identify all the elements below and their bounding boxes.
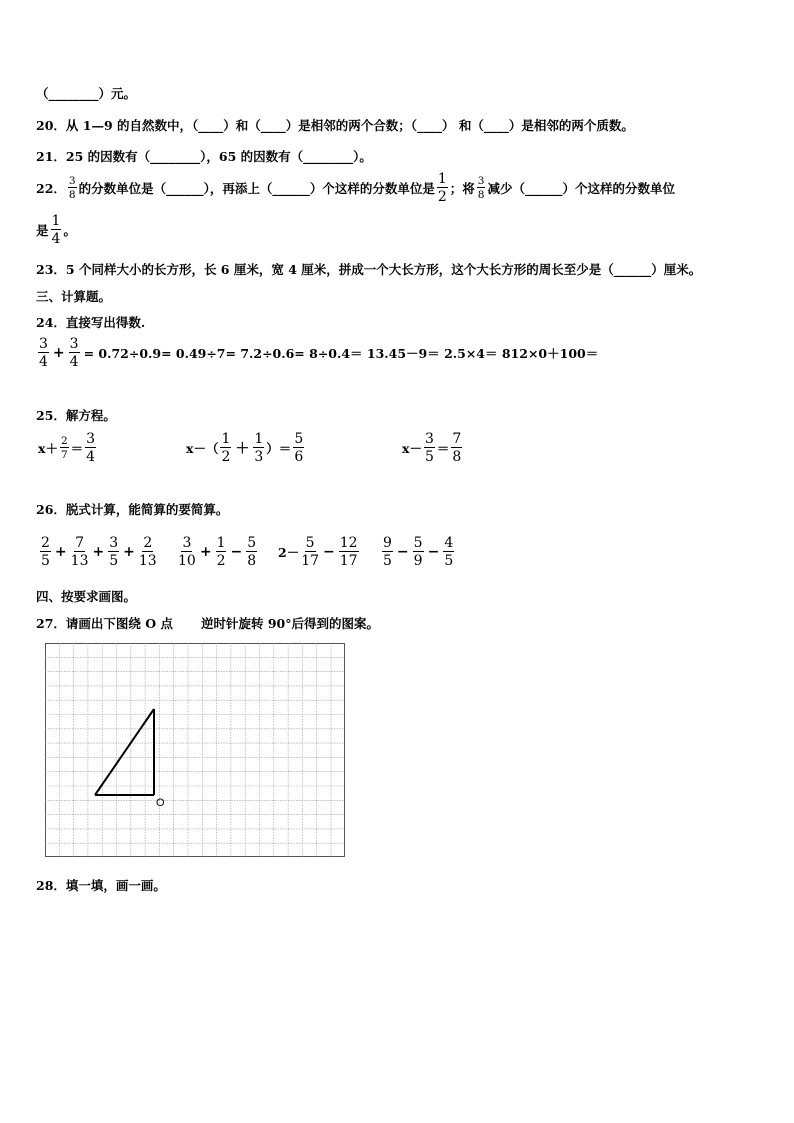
question-28: 28．填一填，画一画。 xyxy=(36,878,166,893)
grid-svg xyxy=(45,643,345,857)
q19-tail: （________）元。 xyxy=(36,86,137,101)
question-20: 20．从 1—9 的自然数中，（____）和（____）是相邻的两个合数；（____） 和（____）是相邻的两个质数。 xyxy=(36,118,634,133)
grid-border xyxy=(46,644,345,857)
point-o-label: O xyxy=(156,797,165,809)
section-3-heading: 三、计算题。 xyxy=(36,289,112,304)
question-21: 21．25 的因数有（________），65 的因数有（________）。 xyxy=(36,149,372,164)
fraction: $\frac{3}{4}$ xyxy=(69,336,79,370)
question-26-title: 26．脱式计算，能简算的要简算。 xyxy=(36,502,229,517)
equation-1: x＋ $\frac{2}{7}$ ＝ $\frac{3}{4}$ xyxy=(38,431,96,465)
fraction: $\frac{3}{8}$ xyxy=(68,174,76,201)
question-24-items: $\frac{3}{4}$ + $\frac{3}{4}$ = 0.72÷0.9= 0.49÷7= 7.2÷0.6= 8÷0.4＝ 13.45－9＝ 2.5×4＝ 812×0＋100＝ xyxy=(39,336,599,370)
fraction: $\frac{3}{4}$ xyxy=(39,336,48,370)
fraction: $\frac{1}{3}$ xyxy=(254,431,264,465)
fraction: $\frac{2}{7}$ xyxy=(60,434,68,461)
expression-1: $\frac{2}{5}$ + $\frac{7}{13}$ + $\frac{3}{5}$ + $\frac{2}{13}$ xyxy=(41,535,157,569)
fraction: $\frac{5}{6}$ xyxy=(294,431,304,465)
question-22-cont: 是 $\frac{1}{4}$ 。 xyxy=(36,213,76,247)
fraction: $\frac{7}{8}$ xyxy=(452,431,462,465)
question-22: 22． $\frac{3}{8}$ 的分数单位是（______），再添上（______）个这样的分数单位是 $\frac{1}{2}$ ；将 $\frac{3}{8}$ 减少（______）个这样的分数单位 xyxy=(36,171,675,205)
expression-2: $\frac{3}{10}$ + $\frac{1}{2}$ − $\frac{5}{8}$ xyxy=(178,535,257,569)
fraction: $\frac{1}{2}$ xyxy=(437,171,447,205)
grid-diagram xyxy=(45,643,345,857)
fraction: $\frac{1}{4}$ xyxy=(51,213,61,247)
fraction: $\frac{3}{8}$ xyxy=(477,174,485,201)
question-27: 27．请画出下图绕 O 点 逆时针旋转 90°后得到的图案。 xyxy=(36,616,379,631)
question-24-title: 24．直接写出得数. xyxy=(36,315,146,330)
fraction: $\frac{3}{5}$ xyxy=(424,431,434,465)
equation-2: x－（ $\frac{1}{2}$ ＋ $\frac{1}{3}$ ）＝ $\frac{5}{6}$ xyxy=(186,431,304,465)
question-23: 23．5 个同样大小的长方形，长 6 厘米，宽 4 厘米，拼成一个大长方形，这个大长方形的周长至少是（______）厘米。 xyxy=(36,262,702,277)
question-25-title: 25．解方程。 xyxy=(36,408,116,423)
equation-3: x－ $\frac{3}{5}$ ＝ $\frac{7}{8}$ xyxy=(402,431,462,465)
fraction: $\frac{3}{4}$ xyxy=(86,431,96,465)
fraction: $\frac{1}{2}$ xyxy=(221,431,231,465)
expression-3: 2－ $\frac{5}{17}$ − $\frac{12}{17}$ xyxy=(278,535,358,569)
expression-4: $\frac{9}{5}$ − $\frac{5}{9}$ − $\frac{4}{5}$ xyxy=(383,535,454,569)
section-4-heading: 四、按要求画图。 xyxy=(36,589,137,604)
